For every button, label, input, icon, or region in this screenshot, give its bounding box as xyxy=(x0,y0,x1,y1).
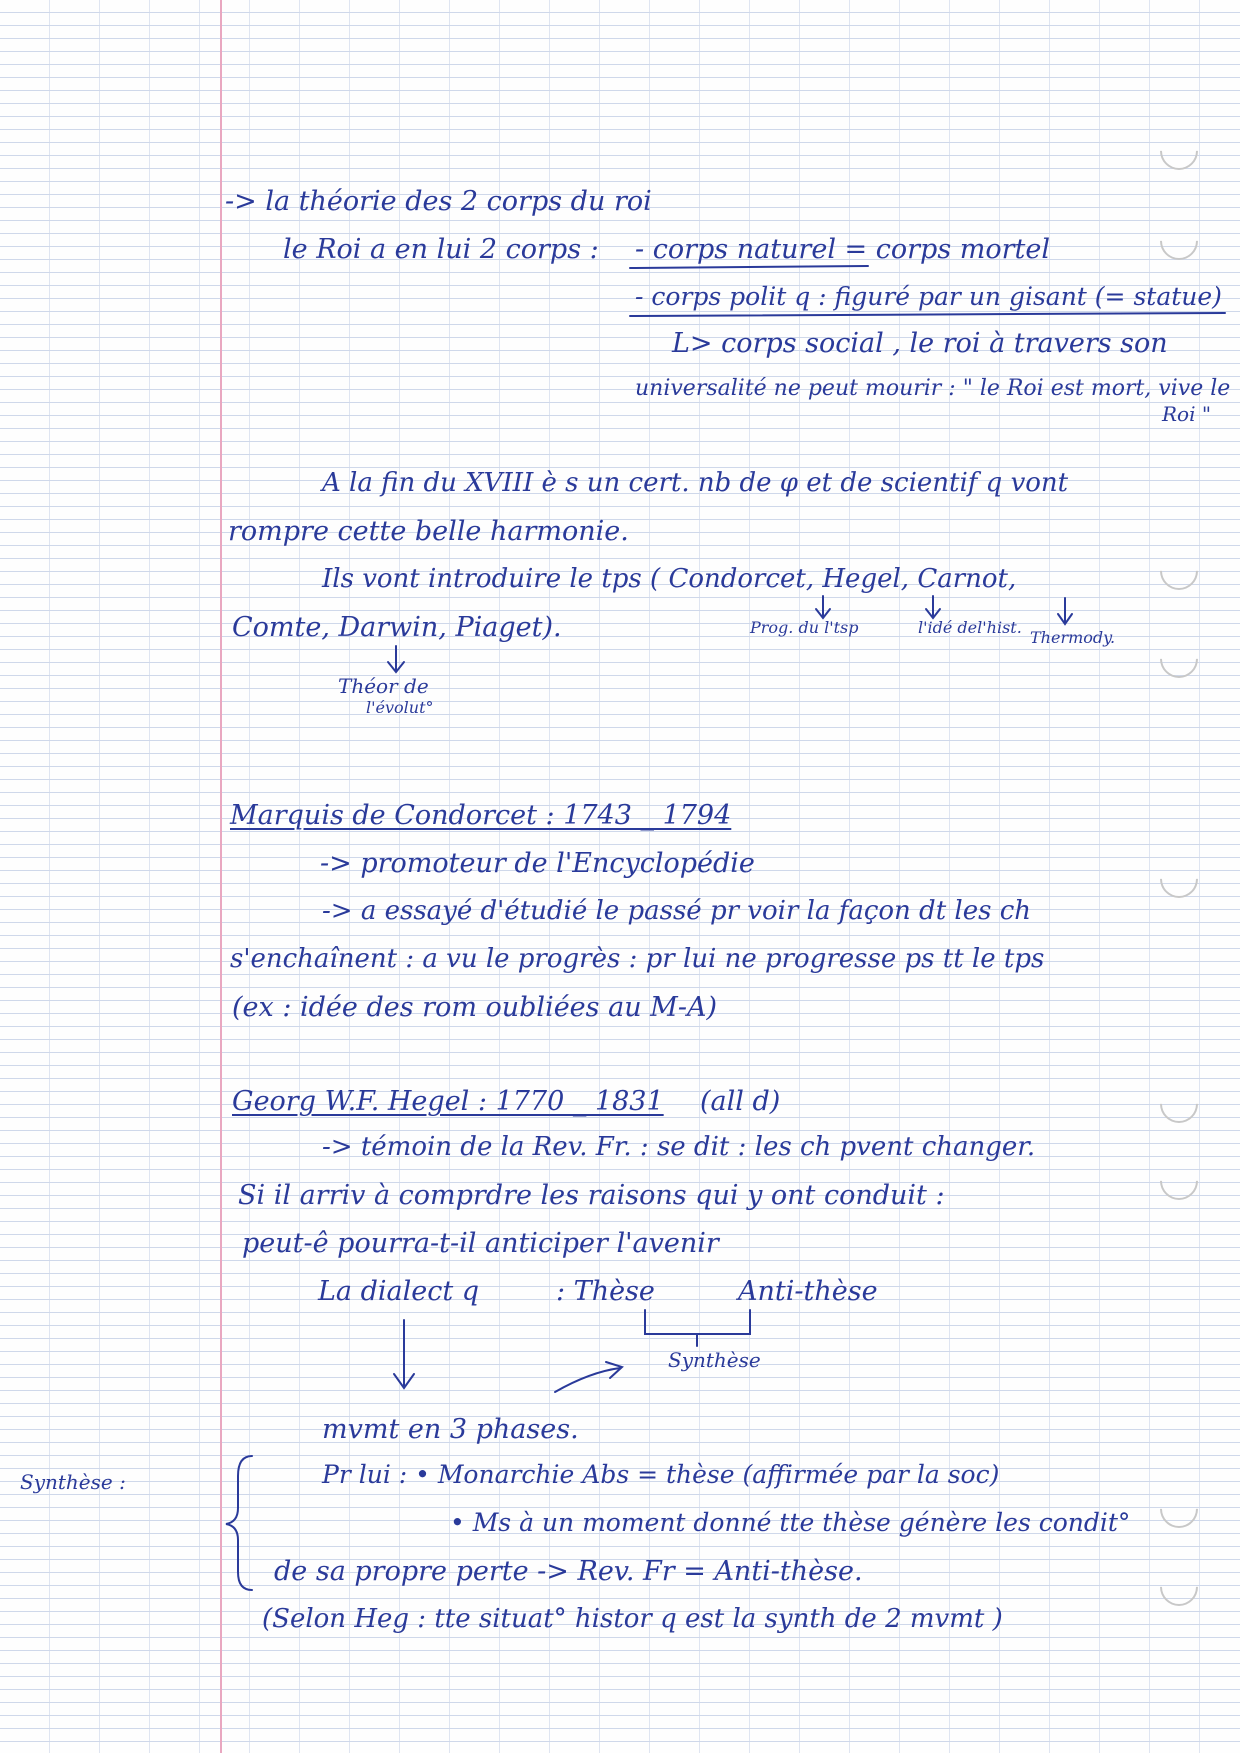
arrow-carnot xyxy=(1058,598,1072,624)
note-line-comte-darwin: Comte, Darwin, Piaget). xyxy=(232,612,562,643)
note-line-corps-naturel: - corps naturel = corps mortel xyxy=(635,234,1050,265)
note-line-comprendre: Si il arriv à comprdre les raisons qui y ont conduit : xyxy=(238,1180,945,1211)
note-line-propre-perte: de sa propre perte -> Rev. Fr = Anti-thèse. xyxy=(274,1556,863,1587)
brace-synthese xyxy=(226,1456,252,1590)
note-line-synthese: Synthèse xyxy=(668,1348,761,1372)
note-line-universalite: universalité ne peut mourir : " le Roi est mort, vive le xyxy=(635,376,1231,401)
note-annot-idee-histoire: l'idé del'hist. xyxy=(918,618,1022,637)
note-line-introduire-tps: Ils vont introduire le tps ( Condorcet, Hegel, Carnot, xyxy=(322,564,1017,594)
heading-hegel: Georg W.F. Hegel : 1770 _ 1831 xyxy=(232,1086,664,1117)
note-line-anti-these: Anti-thèse xyxy=(738,1276,878,1307)
heading-condorcet: Marquis de Condorcet : 1743 _ 1794 xyxy=(230,800,732,831)
bracket-synthese xyxy=(645,1310,750,1334)
note-line-dialectique: La dialect q xyxy=(318,1276,480,1307)
note-line-progres: s'enchaînent : a vu le progrès : pr lui ne progresse ps tt le tps xyxy=(230,944,1045,974)
underline-corps-naturel xyxy=(630,266,868,268)
note-line-moment-donne: • Ms à un moment donné tte thèse génère les condit° xyxy=(450,1508,1131,1537)
note-line-etudier-passe: -> a essayé d'étudié le passé pr voir la façon dt les ch xyxy=(322,896,1032,926)
arrow-hegel xyxy=(926,596,940,618)
note-line-selon-hegel: (Selon Heg : tte situat° histor q est la synth de 2 mvmt ) xyxy=(262,1604,1003,1634)
underline-corps-politique xyxy=(630,313,1225,316)
note-line-exemple: (ex : idée des rom oubliées au M-A) xyxy=(232,992,717,1023)
note-line-harmonie: rompre cette belle harmonie. xyxy=(228,516,629,547)
note-annot-evolution-cont: l'évolut° xyxy=(366,698,434,717)
note-annot-thermodynamique: Thermody. xyxy=(1030,628,1116,647)
arrow-darwin xyxy=(388,646,404,672)
note-line-monarchie: Pr lui : • Monarchie Abs = thèse (affirmée par la soc) xyxy=(322,1460,1000,1489)
note-line-mouvement-3-phases: mvmt en 3 phases. xyxy=(322,1414,579,1445)
note-line-corps-politique: - corps polit q : figuré par un gisant (= statue) xyxy=(635,282,1222,311)
note-line-encyclopedie: -> promoteur de l'Encyclopédie xyxy=(320,848,755,879)
note-line-roi-2-corps: le Roi a en lui 2 corps : xyxy=(283,234,599,265)
note-line-anticiper: peut-ê pourra-t-il anticiper l'avenir xyxy=(242,1228,719,1259)
note-line-theorie-2-corps: -> la théorie des 2 corps du roi xyxy=(225,186,652,217)
note-line-these: : Thèse xyxy=(556,1276,655,1307)
note-annot-progres: Prog. du l'tsp xyxy=(750,618,859,637)
note-line-roi-quote: Roi " xyxy=(1162,402,1212,426)
note-annot-theorie-evolution: Théor de xyxy=(338,674,429,698)
arrow-curve xyxy=(555,1362,622,1392)
note-line-corps-social: L> corps social , le roi à travers son xyxy=(672,328,1168,359)
margin-note-synthese: Synthèse : xyxy=(20,1470,126,1494)
arrow-condorcet xyxy=(816,596,830,618)
note-line-hegel-origin: (all d) xyxy=(700,1086,781,1117)
arrow-mouvement xyxy=(394,1320,414,1388)
note-line-temoin-rev: -> témoin de la Rev. Fr. : se dit : les ch pvent changer. xyxy=(322,1132,1036,1162)
note-line-fin-xviii: A la fin du XVIII è s un cert. nb de φ et de scientif q vont xyxy=(322,468,1069,498)
